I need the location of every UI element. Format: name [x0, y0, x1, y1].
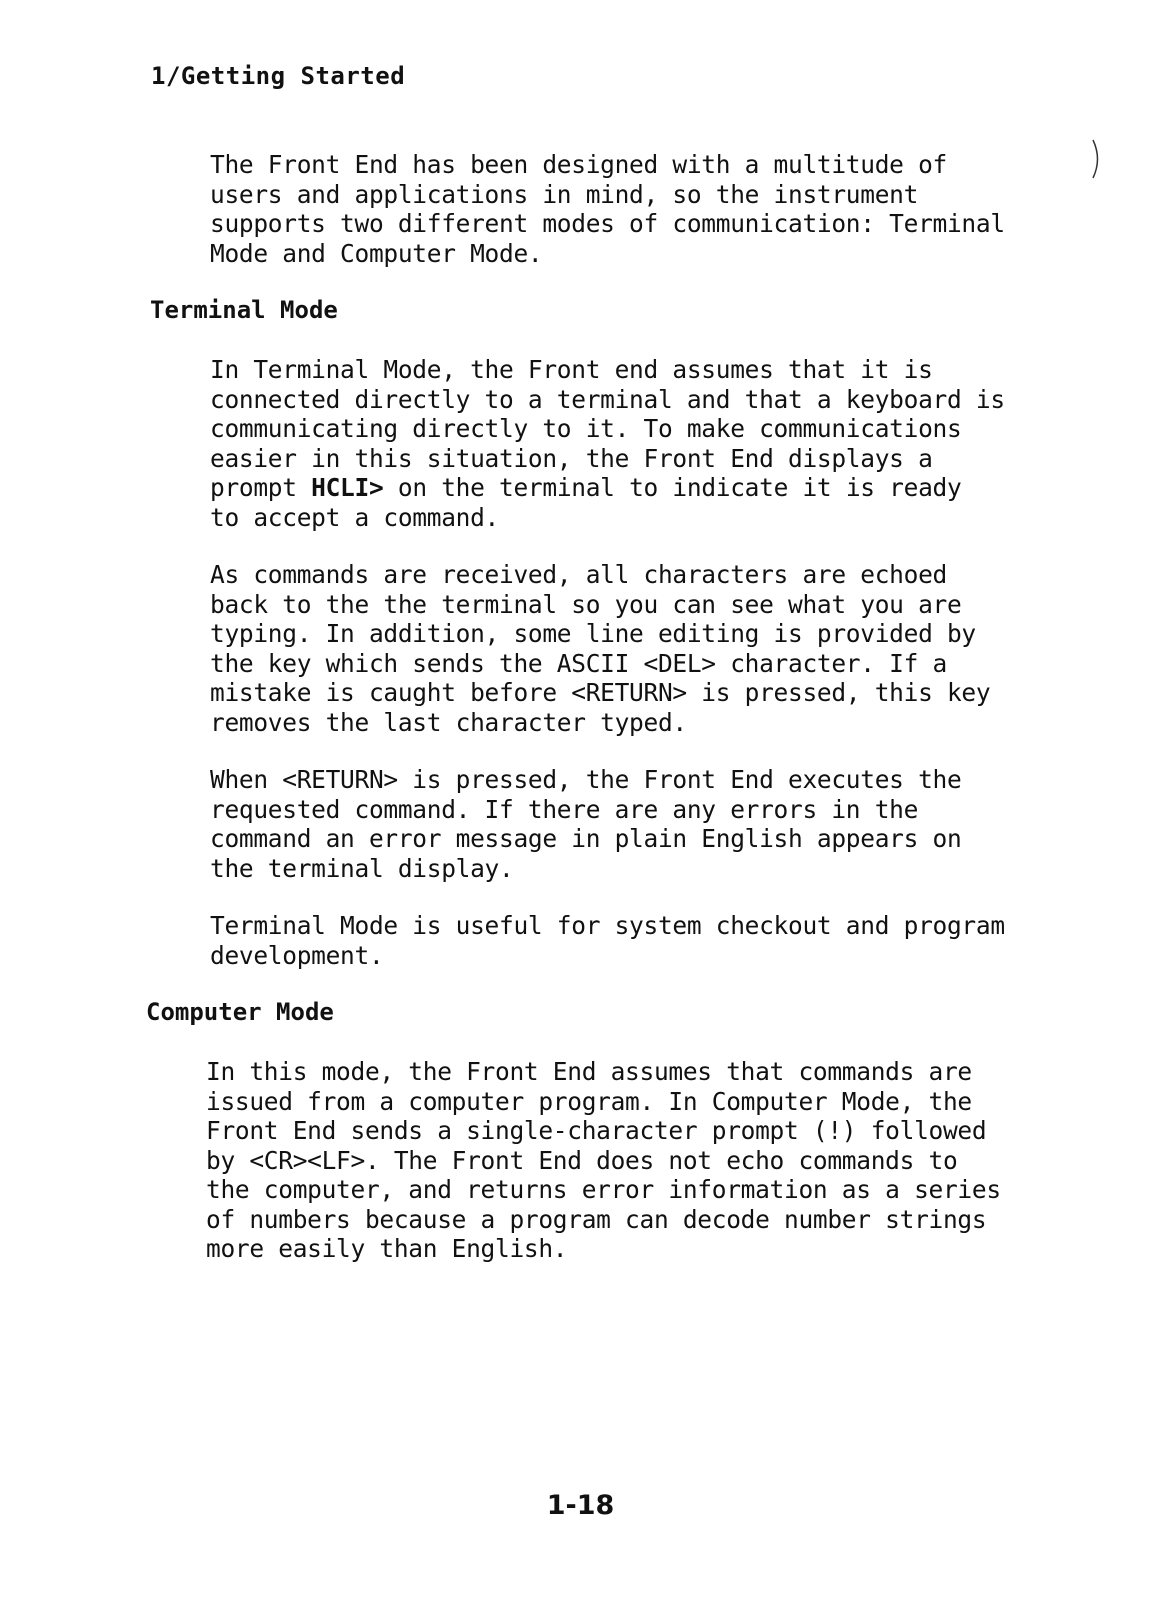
- paragraph-line: the terminal display.: [210, 853, 514, 883]
- paragraph-line: In Terminal Mode, the Front end assumes that it is: [210, 355, 933, 384]
- terminal-mode-paragraph-4: [210, 911, 1070, 970]
- intro-line: supports two different modes of communication: Terminal: [210, 209, 1005, 238]
- terminal-mode-paragraph-1: [210, 355, 1070, 532]
- intro-paragraph: [210, 150, 1070, 268]
- paragraph-line: more easily than English.: [206, 1234, 568, 1263]
- computer-mode-paragraph: [206, 1057, 1066, 1264]
- page-number: 1-18: [546, 1490, 615, 1521]
- paragraph-line: typing. In addition, some line editing is provided by: [210, 619, 976, 648]
- paragraph-line: issued from a computer program. In Computer Mode, the: [206, 1086, 972, 1116]
- paragraph-line: back to the the terminal so you can see what you are: [210, 589, 962, 619]
- paragraph-line: prompt: [210, 473, 312, 502]
- paragraph-line: Front End sends a single-character prompt (!) followed: [206, 1116, 987, 1145]
- paragraph-line: In this mode, the Front End assumes that commands are: [206, 1057, 972, 1086]
- paragraph-line: development.: [210, 940, 384, 970]
- intro-line: Mode and Computer Mode.: [210, 238, 543, 268]
- paragraph-line: Terminal Mode is useful for system checkout and program: [210, 911, 1005, 940]
- paragraph-line: mistake is caught before <RETURN> is pressed, this key: [210, 678, 991, 707]
- paragraph-line: by <CR><LF>. The Front End does not echo commands to: [206, 1145, 958, 1175]
- paragraph-line: requested command. If there are any errors in the: [210, 794, 919, 824]
- paragraph-line: As commands are received, all characters are echoed: [210, 560, 947, 589]
- paragraph-line: connected directly to a terminal and that a keyboard is: [210, 384, 1005, 414]
- paragraph-line: When <RETURN> is pressed, the Front End executes the: [210, 765, 962, 794]
- chapter-header: 1/Getting Started: [151, 62, 406, 90]
- hcli-prompt: HCLI>: [311, 473, 384, 502]
- paragraph-line: on the terminal to indicate it is ready: [383, 473, 962, 502]
- paragraph-line: the key which sends the ASCII <DEL> character. If a: [210, 648, 947, 678]
- bracket-mark: [1090, 138, 1104, 180]
- paragraph-line: command an error message in plain English appears on: [210, 824, 962, 853]
- terminal-mode-heading: Terminal Mode: [150, 296, 338, 324]
- paragraph-line: to accept a command.: [210, 502, 500, 532]
- paragraph-line: the computer, and returns error information as a series: [206, 1175, 1001, 1204]
- paragraph-line: communicating directly to it. To make communications: [210, 414, 962, 443]
- paragraph-line: removes the last character typed.: [210, 707, 687, 737]
- intro-line: users and applications in mind, so the instrument: [210, 179, 919, 209]
- paragraph-line: of numbers because a program can decode number strings: [206, 1204, 987, 1234]
- computer-mode-heading: Computer Mode: [146, 998, 334, 1026]
- terminal-mode-paragraph-3: [210, 765, 1070, 883]
- terminal-mode-paragraph-2: [210, 560, 1070, 737]
- paragraph-line: easier in this situation, the Front End displays a: [210, 443, 933, 473]
- intro-line: The Front End has been designed with a multitude of: [210, 150, 947, 179]
